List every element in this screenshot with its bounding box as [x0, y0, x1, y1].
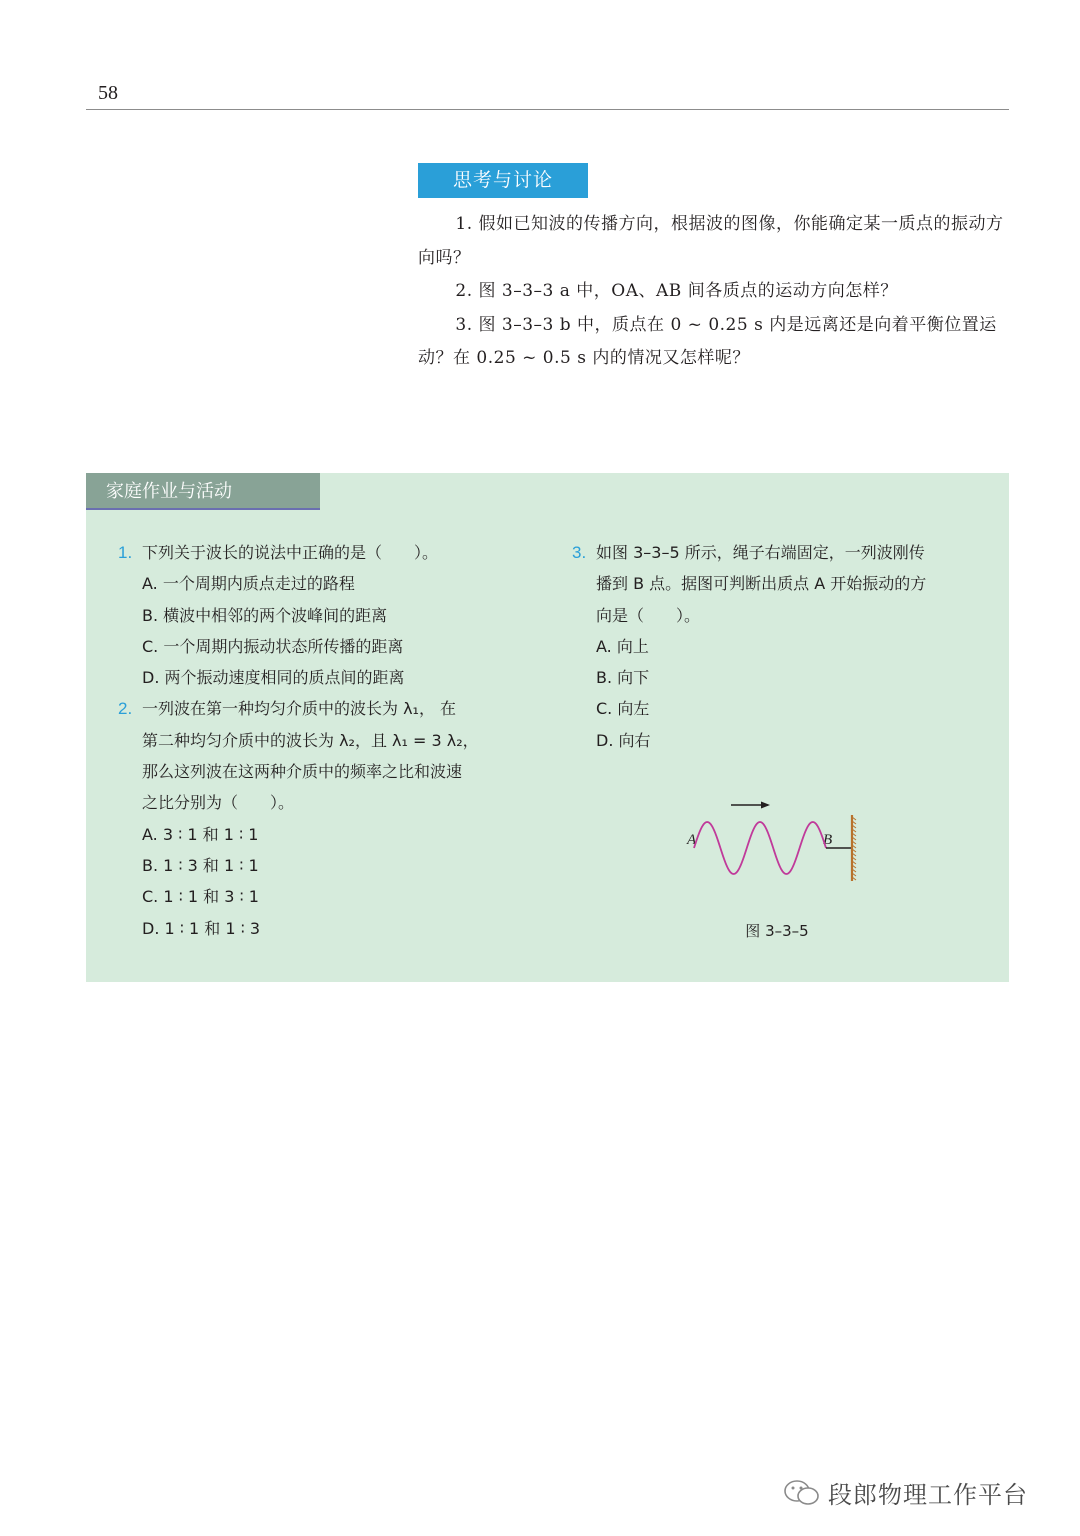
wave-curve	[694, 822, 826, 874]
question-3-option-a: A. 向上	[596, 636, 649, 656]
wechat-icon	[782, 1478, 822, 1508]
question-2-option-d: D. 1 ∶ 1 和 1 ∶ 3	[142, 918, 261, 938]
question-3-option-c: C. 向左	[596, 699, 650, 719]
think-discuss-body	[418, 208, 1010, 376]
think-item-1: 1. 假如已知波的传播方向，根据波的图像，你能确定某一质点的振动方向吗？	[418, 214, 1004, 268]
question-2	[118, 693, 528, 818]
question-1	[118, 537, 528, 568]
think-item-3: 3. 图 3–3–3 b 中，质点在 0 ~ 0.25 s 内是远离还是向着平衡位置运动？在 0.25 ~ 0.5 s 内的情况又怎样呢？	[418, 314, 997, 368]
propagation-arrow-head	[761, 802, 770, 809]
question-1-stem: 下列关于波长的说法中正确的是（ ）。	[142, 543, 439, 562]
question-1-option-a: A. 一个周期内质点走过的路程	[142, 574, 355, 594]
figure-caption: 图 3–3–5	[745, 922, 809, 940]
homework-title: 家庭作业与活动	[86, 473, 320, 510]
question-2-option-c: C. 1 ∶ 1 和 3 ∶ 1	[142, 887, 259, 907]
question-2-stem-line-2: 第二种均匀介质中的波长为 λ₂，且 λ₁ = 3 λ₂，	[142, 730, 479, 750]
question-3-stem-line-3: 向是（ ）。	[596, 605, 701, 625]
page-number: 58	[98, 82, 118, 104]
figure-label-a: A	[687, 832, 697, 848]
question-2-stem-line-3: 那么这列波在这两种介质中的频率之比和波速	[142, 762, 463, 782]
figure-label-b: B	[823, 832, 833, 848]
question-1-option-b: B. 横波中相邻的两个波峰间的距离	[142, 605, 388, 625]
homework-right-column	[572, 537, 982, 756]
homework-left-column	[118, 537, 528, 944]
question-2-stem-line-4: 之比分别为（ ）。	[142, 793, 295, 813]
question-2-number: 2.	[118, 699, 133, 719]
question-3-option-d: D. 向右	[596, 730, 651, 750]
question-3	[572, 537, 982, 631]
think-item-2: 2. 图 3–3–3 a 中，OA、AB 间各质点的运动方向怎样？	[455, 281, 898, 301]
question-3-stem-line-1: 如图 3–3–5 所示，绳子右端固定，一列波刚传	[596, 543, 925, 562]
question-3-stem-line-2: 播到 B 点。据图可判断出质点 A 开始振动的方	[596, 574, 927, 594]
question-3-option-b: B. 向下	[596, 668, 650, 688]
question-1-number: 1.	[118, 543, 133, 562]
question-2-option-b: B. 1 ∶ 3 和 1 ∶ 1	[142, 855, 259, 875]
question-1-option-c: C. 一个周期内振动状态所传播的距离	[142, 636, 404, 656]
question-1-option-d: D. 两个振动速度相同的质点间的距离	[142, 668, 405, 688]
header-rule	[86, 109, 1009, 110]
question-3-number: 3.	[572, 543, 587, 562]
question-2-stem-line-1: 一列波在第一种均匀介质中的波长为 λ₁， 在	[142, 699, 457, 719]
question-2-option-a: A. 3 ∶ 1 和 1 ∶ 1	[142, 824, 259, 844]
watermark	[782, 1475, 1028, 1510]
homework-panel	[86, 473, 1009, 982]
think-discuss-title: 思考与讨论	[418, 163, 588, 198]
wave-rope-figure	[676, 793, 876, 903]
watermark-text: 段郎物理工作平台	[828, 1481, 1028, 1509]
